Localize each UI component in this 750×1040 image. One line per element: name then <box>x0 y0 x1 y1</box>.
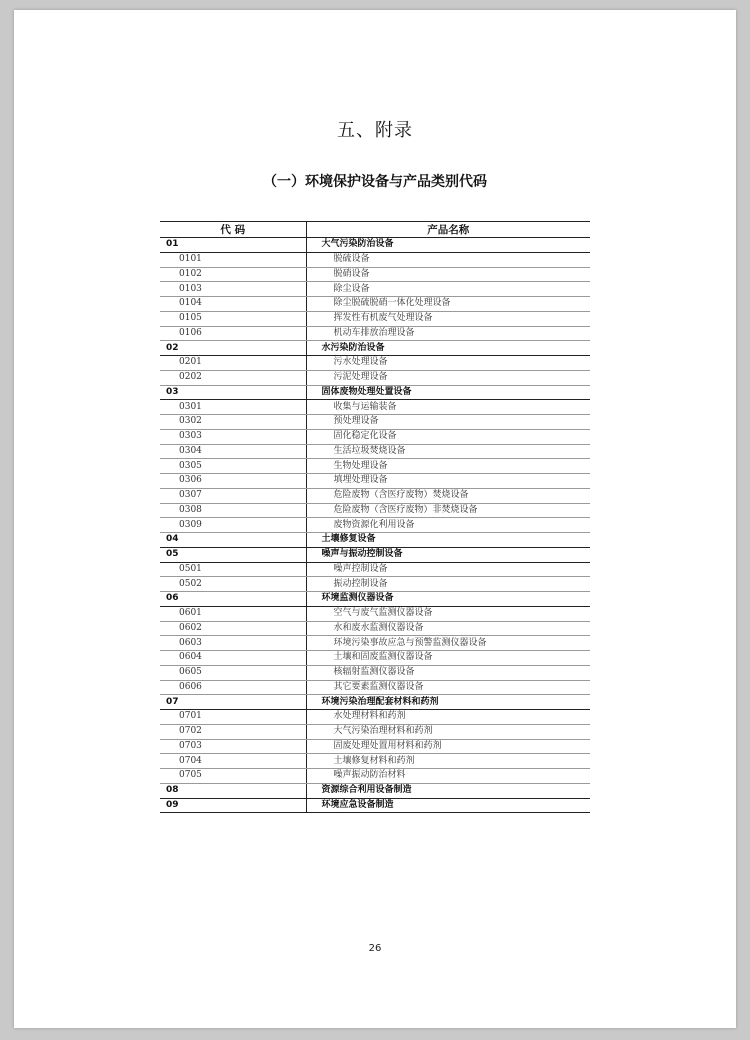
document-page <box>14 10 736 1028</box>
page-title: 五、附录 <box>337 120 413 141</box>
code-cell: 0305 <box>160 459 306 474</box>
product-name-cell: 生活垃圾焚烧设备 <box>306 444 590 459</box>
product-name-cell: 除尘设备 <box>306 282 590 297</box>
table-row <box>160 356 590 371</box>
product-name-cell: 噪声控制设备 <box>306 562 590 577</box>
code-cell: 09 <box>160 798 306 813</box>
product-name-cell: 污泥处理设备 <box>306 370 590 385</box>
table-row <box>160 739 590 754</box>
category-row <box>160 547 590 562</box>
table-row <box>160 651 590 666</box>
table-row <box>160 503 590 518</box>
page-number: 26 <box>368 943 382 954</box>
product-name-cell: 收集与运输装备 <box>306 400 590 415</box>
table-header-row <box>160 222 590 238</box>
table-row <box>160 267 590 282</box>
table-row <box>160 400 590 415</box>
product-name-cell: 机动车排放治理设备 <box>306 326 590 341</box>
code-cell: 0307 <box>160 488 306 503</box>
code-cell: 0306 <box>160 474 306 489</box>
table-row <box>160 326 590 341</box>
code-cell: 0309 <box>160 518 306 533</box>
product-name-cell: 水污染防治设备 <box>306 341 590 356</box>
product-name-cell: 环境应急设备制造 <box>306 798 590 813</box>
table-row <box>160 710 590 725</box>
table-row <box>160 665 590 680</box>
column-header-product-name: 产品名称 <box>306 222 590 238</box>
table-row <box>160 444 590 459</box>
code-cell: 0705 <box>160 769 306 784</box>
table-row <box>160 429 590 444</box>
product-name-cell: 水处理材料和药剂 <box>306 710 590 725</box>
code-cell: 04 <box>160 533 306 548</box>
table-row <box>160 370 590 385</box>
code-cell: 0201 <box>160 356 306 371</box>
table-row <box>160 488 590 503</box>
product-name-cell: 核辐射监测仪器设备 <box>306 665 590 680</box>
category-row <box>160 238 590 253</box>
product-name-cell: 填埋处理设备 <box>306 474 590 489</box>
product-name-cell: 固化稳定化设备 <box>306 429 590 444</box>
table-row <box>160 680 590 695</box>
code-cell: 01 <box>160 238 306 253</box>
product-name-cell: 噪声振动防治材料 <box>306 769 590 784</box>
product-name-cell: 环境污染治理配套材料和药剂 <box>306 695 590 710</box>
code-cell: 0105 <box>160 311 306 326</box>
product-name-cell: 土壤修复设备 <box>306 533 590 548</box>
code-cell: 0703 <box>160 739 306 754</box>
table-row <box>160 754 590 769</box>
product-name-cell: 其它要素监测仪器设备 <box>306 680 590 695</box>
code-cell: 0303 <box>160 429 306 444</box>
product-name-cell: 土壤修复材料和药剂 <box>306 754 590 769</box>
code-cell: 0302 <box>160 415 306 430</box>
code-cell: 05 <box>160 547 306 562</box>
table-row <box>160 606 590 621</box>
code-cell: 0104 <box>160 297 306 312</box>
product-name-cell: 水和废水监测仪器设备 <box>306 621 590 636</box>
category-row <box>160 341 590 356</box>
code-cell: 03 <box>160 385 306 400</box>
table-row <box>160 311 590 326</box>
table-row <box>160 282 590 297</box>
code-cell: 0702 <box>160 724 306 739</box>
category-code-table-container <box>160 221 590 813</box>
product-name-cell: 危险废物（含医疗废物）非焚烧设备 <box>306 503 590 518</box>
category-row <box>160 798 590 813</box>
column-header-code: 代 码 <box>160 222 306 238</box>
code-cell: 07 <box>160 695 306 710</box>
product-name-cell: 大气污染治理材料和药剂 <box>306 724 590 739</box>
product-name-cell: 挥发性有机废气处理设备 <box>306 311 590 326</box>
table-row <box>160 577 590 592</box>
product-name-cell: 资源综合利用设备制造 <box>306 783 590 798</box>
code-cell: 0202 <box>160 370 306 385</box>
code-cell: 0601 <box>160 606 306 621</box>
product-name-cell: 环境污染事故应急与预警监测仪器设备 <box>306 636 590 651</box>
code-cell: 0301 <box>160 400 306 415</box>
category-row <box>160 385 590 400</box>
product-name-cell: 脱硝设备 <box>306 267 590 282</box>
table-row <box>160 724 590 739</box>
table-row <box>160 562 590 577</box>
product-name-cell: 污水处理设备 <box>306 356 590 371</box>
code-cell: 0701 <box>160 710 306 725</box>
code-cell: 0604 <box>160 651 306 666</box>
product-name-cell: 危险废物（含医疗废物）焚烧设备 <box>306 488 590 503</box>
category-code-table <box>160 221 590 813</box>
table-row <box>160 415 590 430</box>
code-cell: 0501 <box>160 562 306 577</box>
code-cell: 0103 <box>160 282 306 297</box>
category-row <box>160 533 590 548</box>
table-row <box>160 636 590 651</box>
table-row <box>160 474 590 489</box>
product-name-cell: 大气污染防治设备 <box>306 238 590 253</box>
code-cell: 0304 <box>160 444 306 459</box>
code-cell: 0308 <box>160 503 306 518</box>
code-cell: 0106 <box>160 326 306 341</box>
table-row <box>160 518 590 533</box>
table-row <box>160 252 590 267</box>
code-cell: 0605 <box>160 665 306 680</box>
code-cell: 0603 <box>160 636 306 651</box>
table-body <box>160 238 590 813</box>
product-name-cell: 空气与废气监测仪器设备 <box>306 606 590 621</box>
table-row <box>160 769 590 784</box>
product-name-cell: 环境监测仪器设备 <box>306 592 590 607</box>
category-row <box>160 695 590 710</box>
product-name-cell: 除尘脱硫脱硝一体化处理设备 <box>306 297 590 312</box>
code-cell: 0502 <box>160 577 306 592</box>
code-cell: 02 <box>160 341 306 356</box>
code-cell: 08 <box>160 783 306 798</box>
product-name-cell: 噪声与振动控制设备 <box>306 547 590 562</box>
product-name-cell: 脱硫设备 <box>306 252 590 267</box>
product-name-cell: 生物处理设备 <box>306 459 590 474</box>
code-cell: 0602 <box>160 621 306 636</box>
product-name-cell: 预处理设备 <box>306 415 590 430</box>
table-row <box>160 621 590 636</box>
product-name-cell: 土壤和固废监测仪器设备 <box>306 651 590 666</box>
product-name-cell: 固废处理处置用材料和药剂 <box>306 739 590 754</box>
table-row <box>160 459 590 474</box>
table-row <box>160 297 590 312</box>
product-name-cell: 固体废物处理处置设备 <box>306 385 590 400</box>
product-name-cell: 振动控制设备 <box>306 577 590 592</box>
product-name-cell: 废物资源化利用设备 <box>306 518 590 533</box>
category-row <box>160 592 590 607</box>
code-cell: 06 <box>160 592 306 607</box>
table-header <box>160 222 590 238</box>
code-cell: 0704 <box>160 754 306 769</box>
code-cell: 0606 <box>160 680 306 695</box>
code-cell: 0101 <box>160 252 306 267</box>
section-title: （一）环境保护设备与产品类别代码 <box>263 174 487 190</box>
category-row <box>160 783 590 798</box>
code-cell: 0102 <box>160 267 306 282</box>
